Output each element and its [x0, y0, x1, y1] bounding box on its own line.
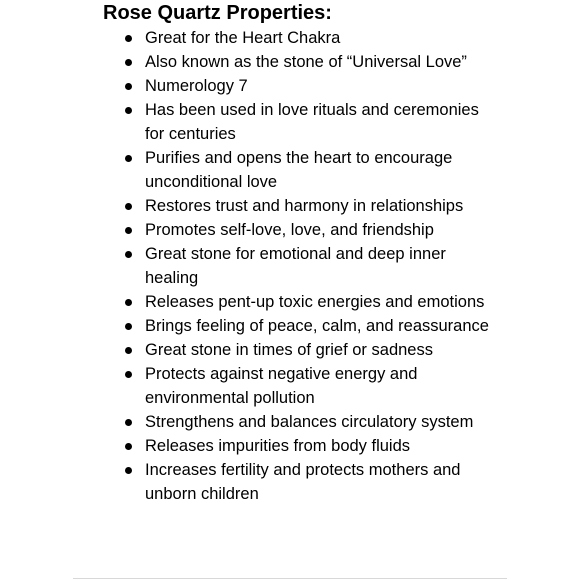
list-item [121, 338, 501, 362]
list-item [121, 98, 501, 146]
list-item-text: Also known as the stone of “Universal Love” [145, 53, 467, 71]
list-item [121, 242, 501, 290]
bullet-icon [125, 35, 132, 42]
list-item [121, 410, 501, 434]
list-item-text: Brings feeling of peace, calm, and reassurance [145, 317, 489, 335]
list-item [121, 50, 501, 74]
bullet-icon [125, 203, 132, 210]
bullet-icon [125, 419, 132, 426]
list-item-text: Purifies and opens the heart to encourage unconditional love [145, 149, 453, 191]
list-item [121, 26, 501, 50]
list-item [121, 434, 501, 458]
list-item-text: Promotes self-love, love, and friendship [145, 221, 434, 239]
list-item-text: Releases impurities from body fluids [145, 437, 411, 455]
list-item-text: Great for the Heart Chakra [145, 29, 341, 47]
bullet-icon [125, 299, 132, 306]
bullet-icon [125, 443, 132, 450]
bullet-icon [125, 107, 132, 114]
list-item [121, 458, 501, 506]
page-heading: Rose Quartz Properties: [103, 2, 332, 24]
bullet-icon [125, 59, 132, 66]
list-item [121, 290, 501, 314]
properties-list [121, 26, 501, 506]
list-item [121, 362, 501, 410]
bullet-icon [125, 251, 132, 258]
bullet-icon [125, 227, 132, 234]
list-item-text: Strengthens and balances circulatory system [145, 413, 474, 431]
list-item-text: Great stone for emotional and deep inner healing [145, 245, 446, 287]
bullet-icon [125, 155, 132, 162]
list-item [121, 314, 501, 338]
list-item-text: Protects against negative energy and environmental pollution [145, 365, 418, 407]
list-item-text: Has been used in love rituals and ceremonies for centuries [145, 101, 479, 143]
list-item [121, 218, 501, 242]
bullet-icon [125, 323, 132, 330]
bullet-icon [125, 467, 132, 474]
list-item-text: Releases pent-up toxic energies and emotions [145, 293, 485, 311]
bullet-icon [125, 347, 132, 354]
list-item [121, 74, 501, 98]
list-item-text: Increases fertility and protects mothers and unborn children [145, 461, 461, 503]
bottom-divider [73, 578, 507, 579]
list-item-text: Numerology 7 [145, 77, 248, 95]
list-item-text: Restores trust and harmony in relationships [145, 197, 464, 215]
list-item [121, 146, 501, 194]
list-item [121, 194, 501, 218]
bullet-icon [125, 83, 132, 90]
list-item-text: Great stone in times of grief or sadness [145, 341, 433, 359]
bullet-icon [125, 371, 132, 378]
